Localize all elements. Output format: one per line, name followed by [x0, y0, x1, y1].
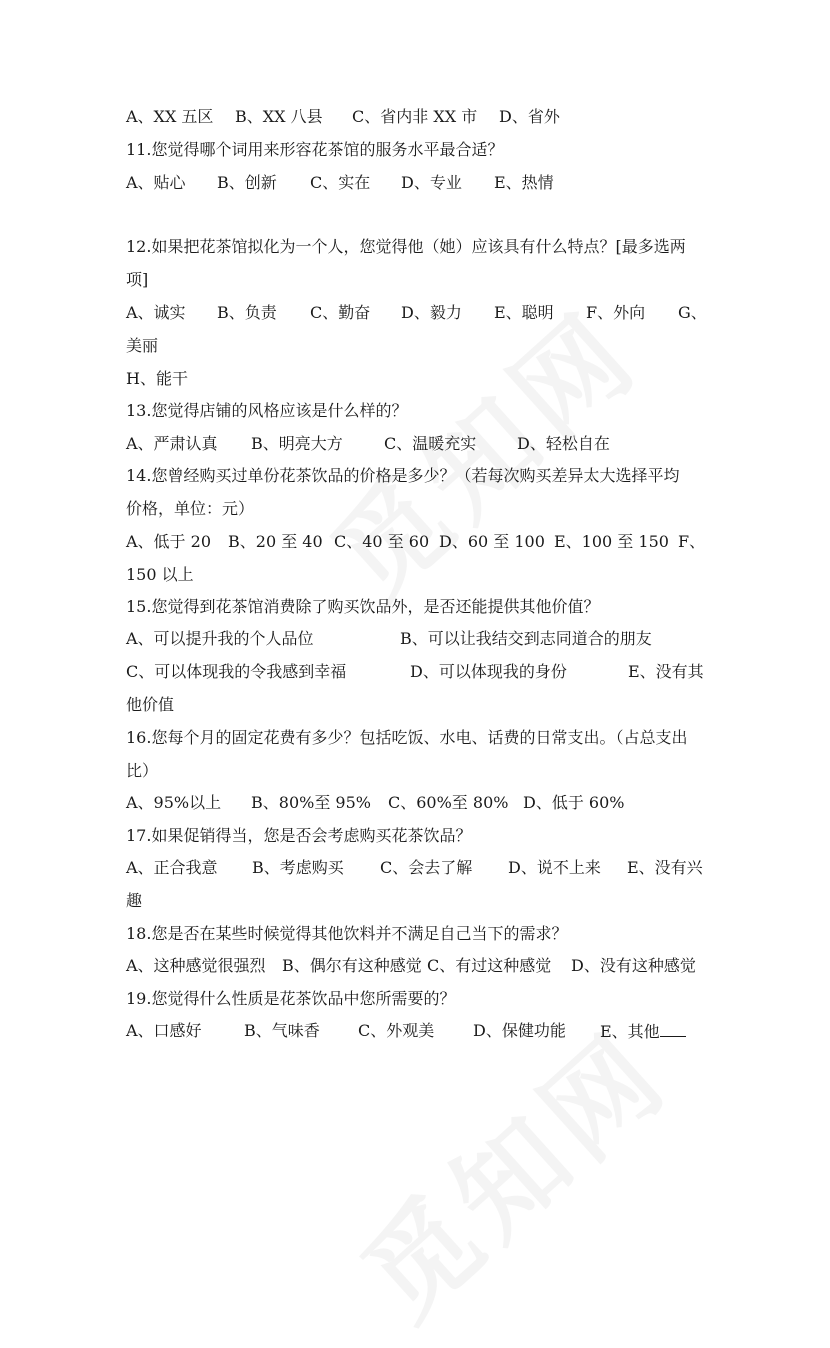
q16-option-d: D、低于 60% — [523, 793, 625, 812]
q13-option-b: B、明亮大方 — [251, 434, 343, 453]
q12-question-line1: 12.如果把花茶馆拟化为一个人，您觉得他（她）应该具有什么特点？[最多选两 — [126, 237, 686, 256]
q10-option-b: B、XX 八县 — [235, 107, 323, 126]
q15-option-e: E、没有其 — [628, 662, 704, 681]
q14-option-b: B、20 至 40 — [228, 532, 323, 551]
q14-option-e: E、100 至 150 — [554, 532, 669, 551]
q17-option-e: E、没有兴 — [627, 858, 703, 877]
q16-option-b: B、80%至 95% — [251, 793, 371, 812]
q17-option-a: A、正合我意 — [126, 858, 218, 877]
q18-option-b: B、偶尔有这种感觉 — [282, 956, 422, 975]
q17-option-b: B、考虑购买 — [252, 858, 344, 877]
q11-option-b: B、创新 — [217, 173, 277, 192]
q19-option-a: A、口感好 — [126, 1021, 202, 1040]
q12-option-f: F、外向 — [586, 303, 646, 322]
q14-option-c: C、40 至 60 — [334, 532, 430, 551]
q15-option-c: C、可以体现我的令我感到幸福 — [126, 662, 347, 681]
q14-option-a: A、低于 20 — [126, 532, 212, 551]
q19-option-d: D、保健功能 — [473, 1021, 566, 1040]
q10-option-a: A、XX 五区 — [126, 107, 214, 126]
q16-option-c: C、60%至 80% — [388, 793, 509, 812]
q13-option-a: A、严肃认真 — [126, 434, 218, 453]
q14-question-line1: 14.您曾经购买过单份花茶饮品的价格是多少？（若每次购买差异太大选择平均 — [126, 466, 680, 485]
q12-option-b: B、负责 — [217, 303, 277, 322]
q15-option-a: A、可以提升我的个人品位 — [126, 629, 314, 648]
q12-option-a: A、诚实 — [126, 303, 186, 322]
q17-option-c: C、会去了解 — [380, 858, 473, 877]
q13-question: 13.您觉得店铺的风格应该是什么样的？ — [126, 401, 408, 420]
q17-option-d: D、说不上来 — [508, 858, 601, 877]
q12-option-g-cont: 美丽 — [126, 336, 159, 355]
q19-option-e: E、其他 — [600, 1022, 660, 1041]
q14-option-f-cont: 150 以上 — [126, 565, 194, 584]
q16-question-line1: 16.您每个月的固定花费有多少？包括吃饭、水电、话费的日常支出。（占总支出 — [126, 728, 688, 747]
q19-option-e-wrap — [600, 1020, 686, 1043]
q12-option-c: C、勤奋 — [310, 303, 371, 322]
q17-question: 17.如果促销得当，您是否会考虑购买花茶饮品？ — [126, 826, 472, 845]
q10-option-d: D、省外 — [499, 107, 560, 126]
q11-option-c: C、实在 — [310, 173, 371, 192]
q14-question-line2: 价格，单位：元） — [126, 499, 255, 518]
q18-option-c: C、有过这种感觉 — [427, 956, 552, 975]
q12-option-d: D、毅力 — [401, 303, 462, 322]
q15-question: 15.您觉得到花茶馆消费除了购买饮品外，是否还能提供其他价值？ — [126, 597, 600, 616]
q14-option-f: F、 — [678, 532, 706, 551]
q18-question: 18.您是否在某些时候觉得其他饮料并不满足自己当下的需求？ — [126, 924, 568, 943]
q12-option-e: E、聪明 — [494, 303, 554, 322]
q12-option-g: G、 — [678, 303, 707, 322]
q15-option-b: B、可以让我结交到志同道合的朋友 — [400, 629, 652, 648]
watermark-bottom — [323, 990, 696, 1348]
q15-option-d: D、可以体现我的身份 — [410, 662, 567, 681]
q19-blank-line — [660, 1020, 686, 1037]
q19-option-b: B、气味香 — [244, 1021, 320, 1040]
q12-option-h: H、能干 — [126, 369, 188, 388]
q10-option-c: C、省内非 XX 市 — [352, 107, 478, 126]
q19-option-c: C、外观美 — [358, 1021, 435, 1040]
q16-question-line2: 比） — [126, 761, 159, 780]
q11-option-a: A、贴心 — [126, 173, 186, 192]
q13-option-c: C、温暖充实 — [384, 434, 477, 453]
q19-question: 19.您觉得什么性质是花茶饮品中您所需要的？ — [126, 989, 456, 1008]
q11-question: 11.您觉得哪个词用来形容花茶馆的服务水平最合适？ — [126, 140, 504, 159]
q14-option-d: D、60 至 100 — [439, 532, 545, 551]
q17-option-e-cont: 趣 — [126, 891, 143, 910]
q12-question-line2: 项] — [126, 270, 149, 289]
q18-option-d: D、没有这种感觉 — [571, 956, 696, 975]
q18-option-a: A、这种感觉很强烈 — [126, 956, 266, 975]
q11-option-d: D、专业 — [401, 173, 462, 192]
q15-option-e-cont: 他价值 — [126, 695, 175, 714]
q11-option-e: E、热情 — [494, 173, 554, 192]
q13-option-d: D、轻松自在 — [517, 434, 610, 453]
q16-option-a: A、95%以上 — [126, 793, 222, 812]
